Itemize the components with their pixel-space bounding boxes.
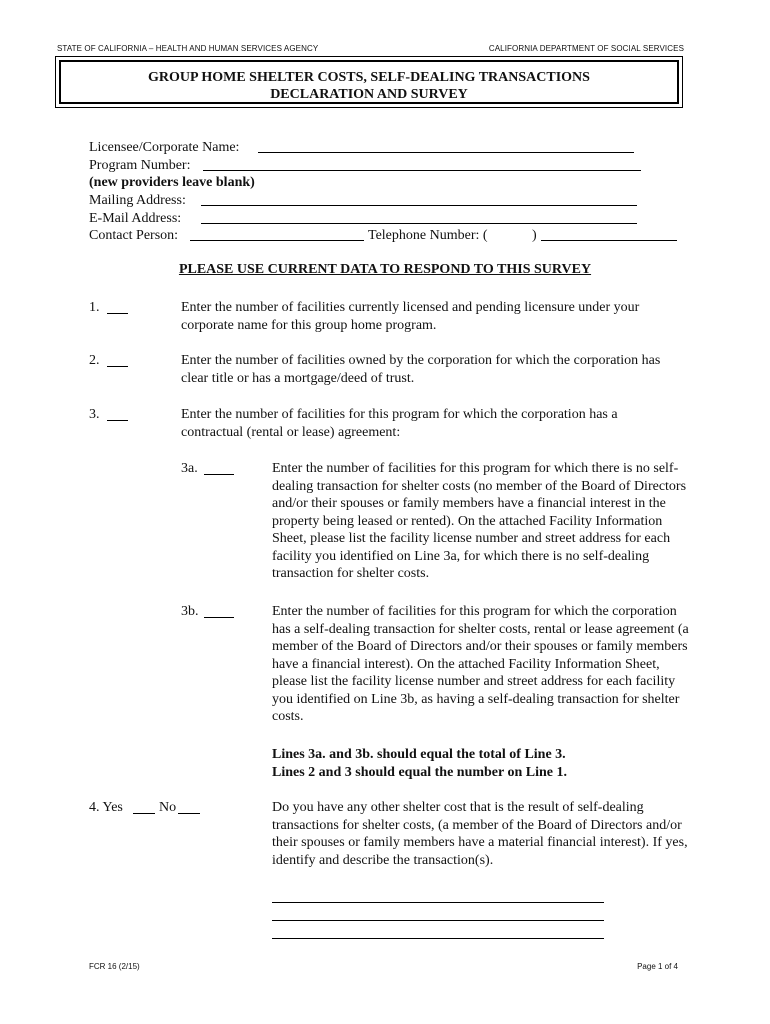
q3b-text: Enter the number of facilities for this program for which the corporation has a self-dealing transaction for shelter costs, rental or lease agreement (a member of the Board of Directors and/or their spouses or family members have a financial interest). On the attached Facility Information Sheet, please list the facility license number and street address for each facility you identified on Line 3b, as having a self-dealing transaction for shelter costs. — [272, 604, 689, 724]
new-providers-note: (new providers leave blank) — [89, 175, 255, 190]
title-inner-border — [59, 60, 679, 104]
agency-header: STATE OF CALIFORNIA – HEALTH AND HUMAN SERVICES AGENCY — [57, 44, 319, 53]
q2-number: 2. — [89, 353, 100, 368]
instruction-heading: PLEASE USE CURRENT DATA TO RESPOND TO THIS SURVEY — [178, 262, 592, 277]
q1-number: 1. — [89, 300, 100, 315]
department-header: CALIFORNIA DEPARTMENT OF SOCIAL SERVICES — [488, 44, 684, 53]
q3b-answer-field[interactable] — [204, 617, 234, 618]
q4-description-line-1[interactable] — [272, 902, 604, 903]
telephone-label: Telephone Number: ( — [368, 228, 488, 243]
q3b-number: 3b. — [181, 604, 199, 619]
form-title-line2: DECLARATION AND SURVEY — [270, 87, 468, 102]
q4-description-line-2[interactable] — [272, 920, 604, 921]
mailing-address-field[interactable] — [201, 205, 637, 206]
q3a-number: 3a. — [181, 461, 198, 476]
q1-answer-field[interactable] — [107, 313, 128, 314]
licensee-label: Licensee/Corporate Name: — [89, 140, 240, 155]
q1-text: Enter the number of facilities currently licensed and pending licensure under your corporate name for this group home program. — [181, 300, 640, 333]
title-box — [55, 56, 683, 108]
q3-text: Enter the number of facilities for this program for which the corporation has a contractual (rental or lease) agreement: — [181, 407, 618, 440]
telephone-field[interactable] — [541, 240, 677, 241]
q3a-text: Enter the number of facilities for this program for which there is no self-dealing transaction for shelter costs (no member of the Board of Directors and/or their spouses or family members have a financial interest in the property being leased or rented). On the attached Facility Information Sheet, please list the facility license number and street address for each facility you identified on Line 3a, for which there is no self-dealing transaction for shelter costs. — [272, 461, 687, 581]
q4-yes-field[interactable] — [133, 813, 155, 814]
email-field[interactable] — [201, 223, 637, 224]
q3-answer-field[interactable] — [107, 420, 128, 421]
q4-text: Do you have any other shelter cost that is the result of self-dealing transactions for shelter costs, (a member of the Board of Directors and/or their spouses or family members have a material financial interest). If yes, identify and describe the transaction(s). — [272, 800, 688, 868]
page-number: Page 1 of 4 — [637, 962, 678, 971]
program-number-field[interactable] — [203, 170, 641, 171]
contact-person-field[interactable] — [190, 240, 364, 241]
contact-person-label: Contact Person: — [89, 228, 179, 243]
q3-number: 3. — [89, 407, 100, 422]
form-id: FCR 16 (2/15) — [89, 962, 140, 971]
q3a-answer-field[interactable] — [204, 474, 234, 475]
form-title-line1: GROUP HOME SHELTER COSTS, SELF-DEALING TRANSACTIONS — [148, 70, 590, 85]
q2-text: Enter the number of facilities owned by the corporation for which the corporation has clear title or has a mortgage/deed of trust. — [181, 353, 661, 386]
totals-note-line1: Lines 3a. and 3b. should equal the total of Line 3. — [272, 747, 566, 762]
q4-no-label: No — [159, 800, 177, 815]
q4-yes-label: 4. Yes — [89, 800, 123, 815]
q4-description-line-3[interactable] — [272, 938, 604, 939]
email-label: E-Mail Address: — [89, 211, 182, 226]
licensee-field[interactable] — [258, 152, 634, 153]
telephone-paren-close: ) — [532, 228, 537, 243]
program-number-label: Program Number: — [89, 158, 191, 173]
q2-answer-field[interactable] — [107, 366, 128, 367]
totals-note-line2: Lines 2 and 3 should equal the number on Line 1. — [272, 765, 567, 780]
mailing-address-label: Mailing Address: — [89, 193, 186, 208]
q4-no-field[interactable] — [178, 813, 200, 814]
